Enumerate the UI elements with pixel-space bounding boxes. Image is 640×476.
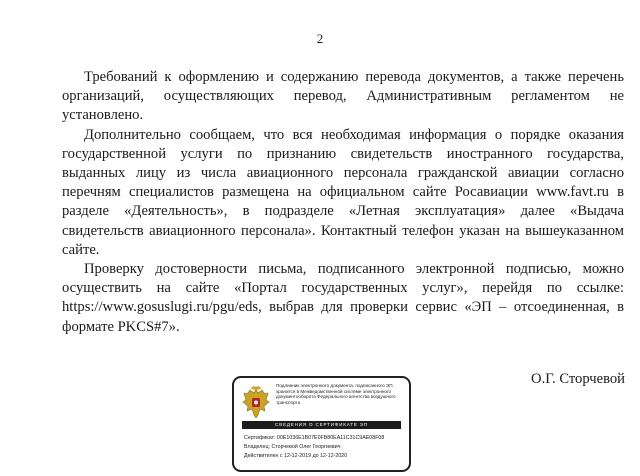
stamp-certificate-validity: Действителен с 12-12-2019 до 12-12-2020 [244, 453, 348, 459]
stamp-intro-text: Подлинник электронного документа, подписанного ЭП, хранится в Межведомственной системе электронного документооборота Федерального агентства воздушного транспорта [276, 383, 396, 405]
stamp-certificate-header: СВЕДЕНИЯ О СЕРТИФИКАТЕ ЭП [242, 421, 401, 429]
electronic-signature-stamp [232, 376, 411, 472]
paragraph-signature-verification: Проверку достоверности письма, подписанного электронной подписью, можно осуществить на сайте «Портал государственных услуг», перейдя по ссылке: https://www.gosuslugi.ru/pgu/eds, выбрав для проверки сервис «ЭП – отсоединенная, в формате PKCS#7». [62, 261, 624, 335]
signer-name: О.Г. Сторчевой [531, 371, 625, 387]
stamp-certificate-number: Сертификат: 00E1036E1B07E0FB80EA11C31C9AE08F08 [244, 435, 385, 441]
stamp-certificate-owner: Владелец: Сторчевой Олег Георгиевич [244, 444, 341, 450]
page-number: 2 [316, 31, 324, 46]
letter-body [62, 68, 624, 337]
paragraph-translation-requirements: Требований к оформлению и содержанию перевода документов, а также перечень организаций, осуществляющих перевод, Административным регламентом не установлено. [62, 69, 624, 124]
paragraph-additional-info: Дополнительно сообщаем, что вся необходимая информация о порядке оказания государственной услуги по признанию свидетельств иностранного государства, выданных лицу из числа авиационного персонала гражданской авиации согласно перечням специалистов размещена на официальном сайте Росавиации www.favt.ru в разделе «Деятельность», в подразделе «Летная эксплуатация» далее «Выдача свидетельств авиационного персонала». Контактный телефон указан на вышеуказанном сайте. [62, 126, 624, 258]
coat-of-arms-icon [241, 385, 271, 421]
